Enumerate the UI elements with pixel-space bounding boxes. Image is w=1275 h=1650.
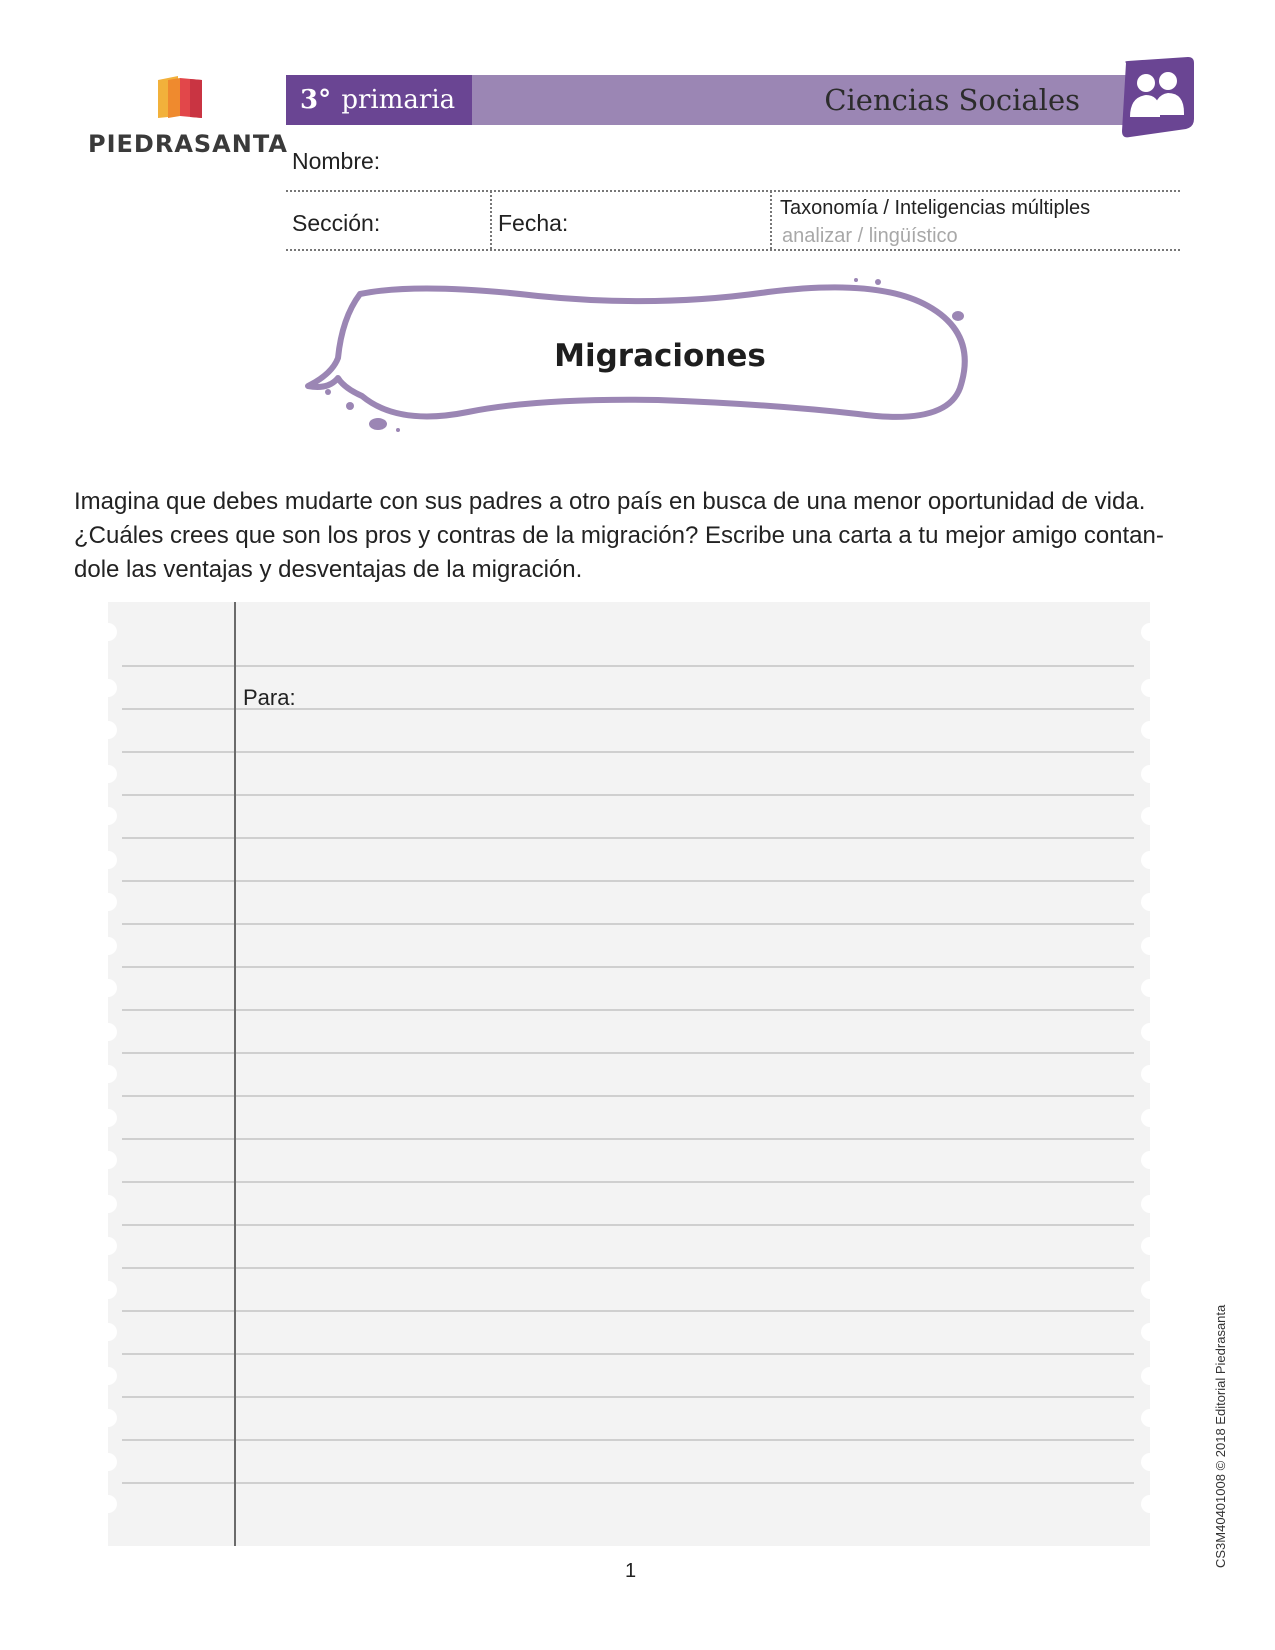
worksheet-title: Migraciones [554, 338, 766, 374]
publisher-logo [88, 74, 288, 164]
grade-badge [286, 75, 472, 125]
people-group-icon [1118, 57, 1196, 139]
copyright-credit: CS3M40401008 © 2018 Editorial Piedrasanta [1213, 1304, 1228, 1568]
divider-line [286, 190, 1180, 192]
taxonomy-value: analizar / lingüístico [782, 225, 958, 247]
page-number: 1 [625, 1560, 637, 1582]
section-label: Sección: [292, 210, 381, 236]
date-label: Fecha: [498, 210, 569, 236]
brand-name: PIEDRASANTA [88, 130, 288, 158]
instructions-text: Imagina que debes mudarte con sus padres a otro país en busca de una menor oportunidad de vida. ¿Cuáles crees que son los pros y contras de la migración? Escribe una carta a tu mejor amigo contan-dole las ventajas y desventajas de la migración. [74, 488, 1164, 583]
grade-number: 3° [300, 85, 332, 115]
column-divider [770, 191, 772, 249]
letter-to-label: Para: [243, 685, 296, 710]
grade-label: primaria [341, 85, 456, 115]
divider-line [286, 249, 1180, 251]
letter-writing-area[interactable] [108, 602, 1150, 1546]
column-divider [490, 191, 492, 249]
taxonomy-label: Taxonomía / Inteligencias múltiples [780, 197, 1091, 219]
subject-title: Ciencias Sociales [824, 83, 1080, 117]
book-icon [156, 74, 204, 120]
name-label: Nombre: [292, 148, 381, 174]
